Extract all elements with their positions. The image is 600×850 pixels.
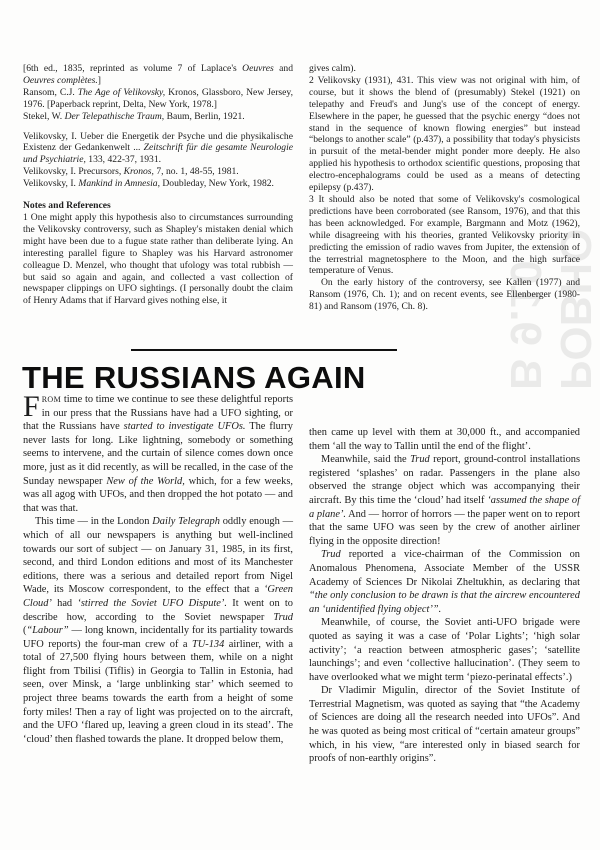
reference-entry: Velikovsky, I. Mankind in Amnesia, Doubleday, New York, 1982. (23, 178, 274, 190)
reference-entry: Velikovsky, I. Ueber die Energetik der Psyche und die physikalische Existenz der Gedankenwelt ... Zeitschrift für die gesamte Neurologie und Psychiatrie, 133, 422-37, 1931. (23, 130, 293, 166)
article-paragraph-3: then came up level with them at 30,000 ft., and accompanied them ‘all the way to Tallin until the end of the flight’. (309, 427, 580, 452)
references-column (23, 63, 293, 307)
reference-entry: Stekel, W. Der Telepathische Traum, Baum, Berlin, 1921. (23, 110, 245, 122)
article-headline: THE RUSSIANS AGAIN (22, 360, 366, 395)
drop-cap: F (23, 390, 40, 423)
article-paragraph-5: Trud reported a vice-chairman of the Commission on Anomalous Phenomena, Associate Member of the USSR Academy of Sciences Dr Nikolai Zheltukhin, as declaring that “the only conclusion to be drawn is that the aircrew encountered an ‘unidentified flying object’”. (309, 549, 580, 615)
reference-entry: Velikovsky, I. Precursors, Kronos, 7, no. 1, 48-55, 1981. (23, 166, 239, 178)
history-note: On the early history of the controversy, see Kallen (1977) and Ransom (1976, Ch. 1); and on recent events, see Ellenberger (1980-81) and Ransom (1976, Ch. 8). (309, 277, 580, 313)
article-paragraph-7: Dr Vladimir Migulin, director of the Soviet Institute of Terrestrial Magnetism, was quoted as saying that “the Academy of Sciences are doing all the research needed into UFOs”. And he was quoted as being most critical of “certain amateur groups” which, in his view, “are interested only in biased search for proofs of non-earthly origins”. (309, 685, 580, 765)
note-1-continued: gives calm). (309, 63, 356, 74)
note-1: 1 One might apply this hypothesis also to circumstances surrounding the Velikovsky controversy, such as Shapley's mistaken denial which might have been due to a fugue state rather than deliberate lying. An interesting parallel figure to Shapley was his Harvard astronomer colleague D. Menzel, who thought that ufology was total rubbish — but said so again and again, and collected a vast collection of newspaper clippings on UFO sightings. (I personally doubt the claim of Henry Adams that if Harvard gives nothing else, it (23, 211, 293, 307)
article-paragraph-4: Meanwhile, said the Trud report, ground-control installations registered ‘splashes’ on radar. Passengers in the plane also observed the strange object which was accompanying their aircraft. By this time the ‘cloud’ had itself ‘assumed the shape of a plane’. And — horror of horrors — the paper went on to report that the same UFO was seen by the crew of another airliner flying in the opposite direction! (309, 454, 581, 547)
article-paragraph-2: This time — in the London Daily Telegraph oddly enough — which of all our newspapers is anything but well-inclined towards our sort of subject — on January 31, 1985, in its first, second, and third London editions and most of its Manchester editions, there was a serious and detailed report from Nigel Wade, its Moscow correspondent, to the effect that a ‘Green Cloud’ had ‘stirred the Soviet UFO Dispute’. It went on to describe how, according to the Soviet newspaper Trud (“Labour” — long known, incidentally for its partiality towards UFO reports) the four-man crew of a TU-134 airliner, with a total of 27,500 flying hours between them, while on a night flight from Tbilisi (Tiflis) in Georgia to Tallin in Estonia, had seen, over Minsk, a ‘large unblinking star’ which seemed to project three beams towards the earth from a height of some forty miles! Then a ray of light was projected on to the aircraft, and the UFO ‘flared up, leaving a green cloud in its stead’. The ‘cloud’ then flashed towards the plane. It dropped below them, (23, 516, 293, 745)
show-through-text: POBHO B 9.10 (501, 228, 600, 390)
article-paragraph-6: Meanwhile, of course, the Soviet anti-UFO brigade were quoted as saying it was a case of ‘Polar Lights’; ‘high solar activity’; ‘a reaction between atmospheric gases’; ‘satellite launchings’; and even ‘collective hallucination’. (They seem to have overlooked what we might term ‘piezo-perinatal effects’.) (309, 617, 580, 683)
note-2: 2 Velikovsky (1931), 431. This view was not original with him, of course, but it shows the blend of (presumably) Stekel (1921) on telepathy and Freud's and Jung's use of the concept of energy. Elsewhere in the paper, he guessed that the psychic energy “does not stand in the sequence of known flowing energies” but instead “belongs to another scale” (p.437), a possibility that today's physicists in pursuit of the metal-bender might ponder more deeply. He also applied his hypothesis to orthodox scientific questions, proposing that electro-encephalograms could be used as a means of detecting epilepsy (p.437). (309, 74, 580, 194)
notes-column (309, 63, 580, 313)
reference-entry: Ransom, C.J. The Age of Velikovsky, Kronos, Glassboro, New Jersey, 1976. [Paperback reprint, Delta, New York, 1978.] (23, 86, 293, 110)
reference-entry: [6th ed., 1835, reprinted as volume 7 of Laplace's Oeuvres and Oeuvres complètes.] (23, 63, 293, 86)
notes-heading: Notes and References (23, 200, 111, 212)
article-column-right (309, 426, 580, 766)
article-column-left (23, 390, 293, 746)
article-paragraph-1: FROM time to time we continue to see these delightful reports in our press that the Russians have had a UFO sighting, or that the Russians have started to investigate UFOs. The flurry never lasts for long. Like lightning, somebody or something seems to intervene, and the curtain of silence comes down once more, just as it did recently, as will be recalled, in the case of the Sunday newspaper New of the World, which, for a few weeks, was all agog with UFOs, and then dropped the hot potato — and that was that. (23, 390, 293, 514)
section-divider (131, 349, 397, 351)
note-3: 3 It should also be noted that some of Velikovsky's cosmological predictions have been corroborated (see Ransom, 1976), and that this has been acknowledged. For example, Bargmann and Motz (1962), while disagreeing with his theories, granted Velikovsky priority in predicting the emission of radio waves from Jupiter, the extension of the terrestrial magnetosphere to the Moon, and the high surface temperature of Venus. (309, 193, 580, 277)
